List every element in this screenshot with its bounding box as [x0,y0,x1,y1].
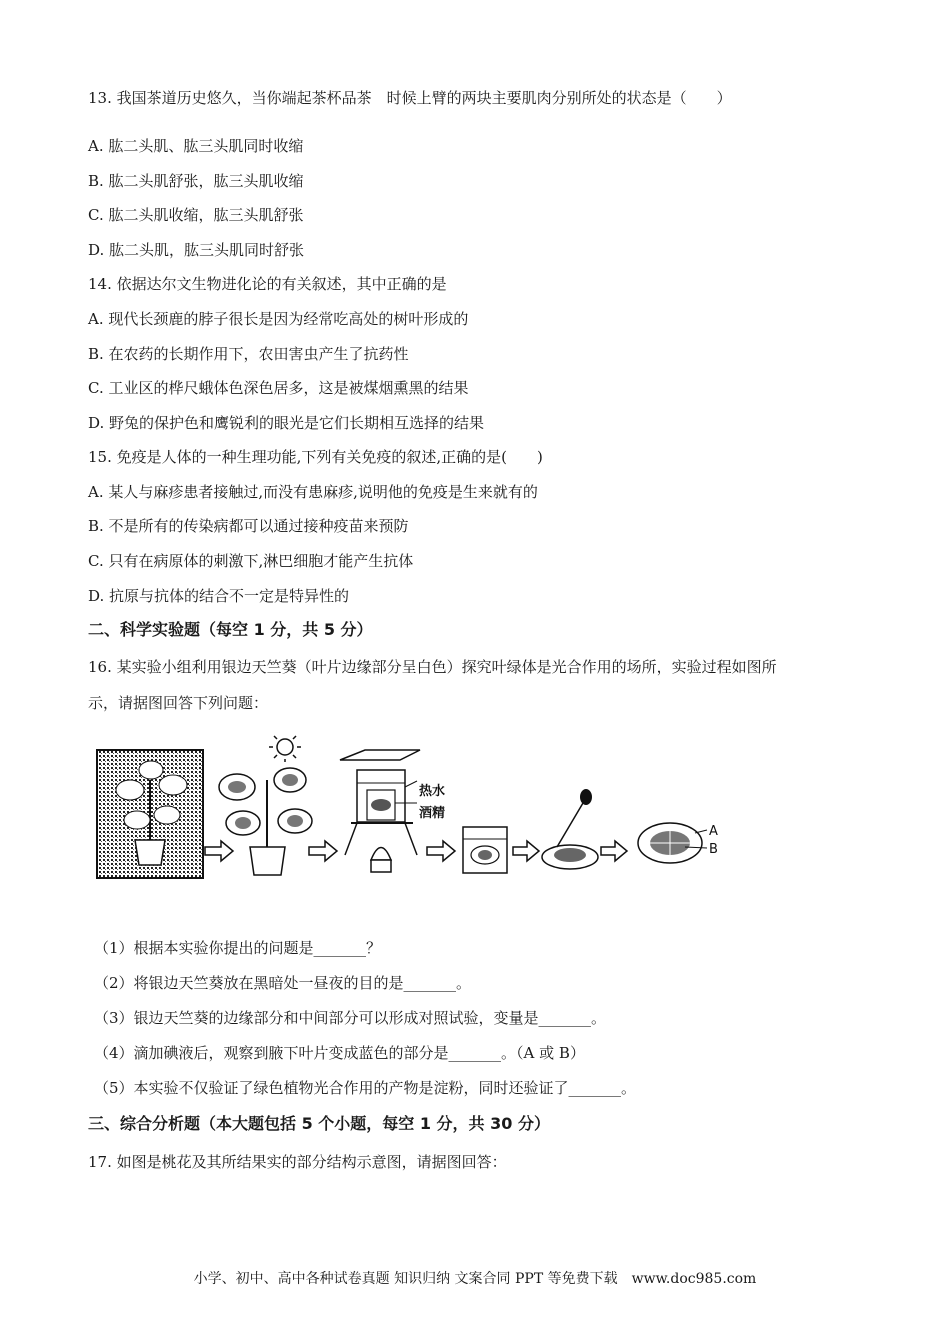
question-17-stem: 17. 如图是桃花及其所结果实的部分结构示意图，请据图回答： [88,1153,507,1171]
arrow-4 [513,841,539,861]
page-footer: 小学、初中、高中各种试卷真题 知识归纳 文案合同 PPT 等免费下载 www.doc985.com [193,1271,757,1287]
section-3-heading: 三、综合分析题（本大题包括 5 个小题，每空 1 分，共 30 分） [88,1114,550,1133]
question-13-stem: 13. 我国茶道历史悠久，当你端起茶杯品茶 时候上臂的两块主要肌肉分别所处的状态是（ ） [88,89,732,107]
question-14-option-d: D. 野兔的保护色和鹰锐利的眼光是它们长期相互选择的结果 [88,414,485,432]
question-16-stem-line1: 16. 某实验小组利用银边天竺葵（叶片边缘部分呈白色）探究叶绿体是光合作用的场所，实验过程如图所 [88,658,777,676]
question-14-option-a: A. 现代长颈鹿的脖子很长是因为经常吃高处的树叶形成的 [88,310,469,328]
arrow-5 [601,841,627,861]
sunlit-plant [219,735,312,875]
question-16-sub-4: （4）滴加碘液后，观察到腋下叶片变成蓝色的部分是_______。（A 或 B） [94,1044,585,1062]
question-16-sub-3: （3）银边天竺葵的边缘部分和中间部分可以形成对照试验，变量是_______。 [94,1009,607,1027]
dark-box-plant [97,750,203,878]
experiment-diagram [95,735,735,885]
section-2-heading: 二、科学实验题（每空 1 分，共 5 分） [88,620,373,639]
question-15-option-b: B. 不是所有的传染病都可以通过接种疫苗来预防 [88,517,409,535]
result-leaf [638,823,718,863]
question-15-option-c: C. 只有在病原体的刺激下,淋巴细胞才能产生抗体 [88,552,414,570]
rinse-beaker [463,827,507,873]
question-16-stem-line2: 示，请据图回答下列问题： [88,694,269,712]
question-14-option-b: B. 在农药的长期作用下，农田害虫产生了抗药性 [88,345,409,363]
question-16-sub-2: （2）将银边天竺葵放在黑暗处一昼夜的目的是_______。 [94,974,472,992]
question-13-option-c: C. 肱二头肌收缩，肱三头肌舒张 [88,206,304,224]
question-14-stem: 14. 依据达尔文生物进化论的有关叙述，其中正确的是 [88,275,447,293]
label-a: A [709,824,718,839]
question-16-sub-1: （1）根据本实验你提出的问题是_______？ [94,939,382,957]
question-13-option-a: A. 肱二头肌、肱三头肌同时收缩 [88,137,304,155]
question-14-option-c: C. 工业区的桦尺蛾体色深色居多，这是被煤烟熏黑的结果 [88,379,469,397]
label-alcohol: 酒精 [419,806,446,821]
label-b: B [709,842,718,857]
question-15-option-d: D. 抗原与抗体的结合不一定是特异性的 [88,587,350,605]
arrow-3 [427,841,455,861]
label-hot-water: 热水 [419,784,446,799]
iodine-drop-dish [542,789,598,869]
arrow-2 [309,841,337,861]
question-16-sub-5: （5）本实验不仅验证了绿色植物光合作用的产物是淀粉，同时还验证了_______。 [94,1079,637,1097]
question-15-stem: 15. 免疫是人体的一种生理功能,下列有关免疫的叙述,正确的是( ) [88,448,543,466]
question-13-option-d: D. 肱二头肌，肱三头肌同时舒张 [88,241,305,259]
arrow-1 [205,841,233,861]
question-13-option-b: B. 肱二头肌舒张，肱三头肌收缩 [88,172,304,190]
question-15-option-a: A. 某人与麻疹患者接触过,而没有患麻疹,说明他的免疫是生来就有的 [88,483,538,501]
